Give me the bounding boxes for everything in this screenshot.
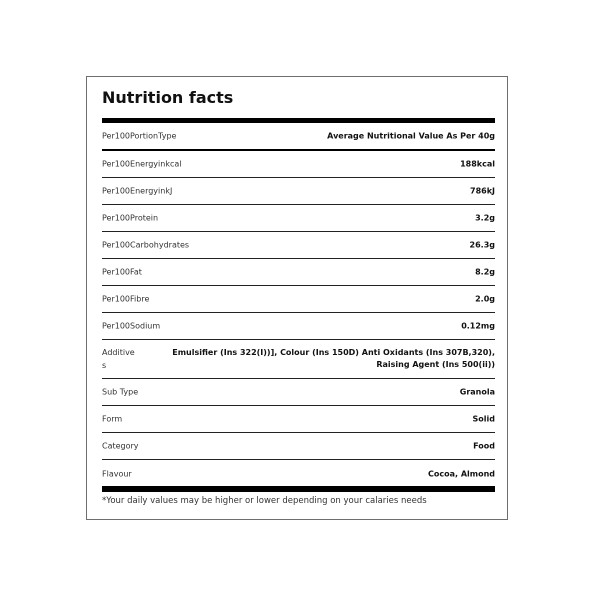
row-label: Per100PortionType xyxy=(102,131,177,141)
row-label: Form xyxy=(102,414,123,424)
row-label: Per100Fat xyxy=(102,267,142,277)
table-row-category xyxy=(102,433,495,460)
table-row-carbohydrates xyxy=(102,232,495,259)
row-value: 786kJ xyxy=(470,186,495,196)
row-value: 3.2g xyxy=(475,213,495,223)
table-row-additives xyxy=(102,340,495,379)
nutrition-facts-title: Nutrition facts xyxy=(102,88,234,107)
row-value: Emulsifier (Ins 322(I))], Colour (Ins 150D) Anti Oxidants (Ins 307B,320), Raising Agent (Ins 500(ii)) xyxy=(172,348,495,369)
row-label: Additives xyxy=(102,348,135,370)
row-value: 2.0g xyxy=(475,294,495,304)
row-value: 26.3g xyxy=(469,240,495,250)
nutrition-facts-panel xyxy=(86,76,508,520)
row-label: Per100EnergyinkJ xyxy=(102,186,173,196)
table-row-fibre xyxy=(102,286,495,313)
row-label: Per100Fibre xyxy=(102,294,150,304)
row-value: 8.2g xyxy=(475,267,495,277)
row-label: Per100Sodium xyxy=(102,321,161,331)
table-row-sub-type xyxy=(102,379,495,406)
table-row-portion-type xyxy=(102,123,495,151)
table-row-fat xyxy=(102,259,495,286)
row-value: Cocoa, Almond xyxy=(427,469,495,478)
bottom-divider-bar xyxy=(102,486,495,492)
nutrition-table xyxy=(102,123,495,487)
row-label: Flavour xyxy=(102,469,132,478)
row-value: Solid xyxy=(472,414,495,424)
footnote: *Your daily values may be higher or lower depending on your calaries needs xyxy=(102,496,427,506)
table-row-sodium xyxy=(102,313,495,340)
row-label: Per100Energyinkcal xyxy=(102,159,182,169)
row-label: Sub Type xyxy=(102,387,139,397)
table-row-flavour xyxy=(102,460,495,487)
row-value: Granola xyxy=(459,387,495,397)
row-value: 188kcal xyxy=(460,159,495,169)
table-row-form xyxy=(102,406,495,433)
row-label: Category xyxy=(102,441,139,451)
row-value: Average Nutritional Value As Per 40g xyxy=(327,131,495,141)
table-row-energy-kj xyxy=(102,178,495,205)
row-label: Per100Carbohydrates xyxy=(102,240,190,250)
row-label: Per100Protein xyxy=(102,213,159,223)
row-value: 0.12mg xyxy=(461,321,495,331)
row-value: Food xyxy=(473,441,495,451)
table-row-protein xyxy=(102,205,495,232)
table-row-energy-kcal xyxy=(102,151,495,178)
